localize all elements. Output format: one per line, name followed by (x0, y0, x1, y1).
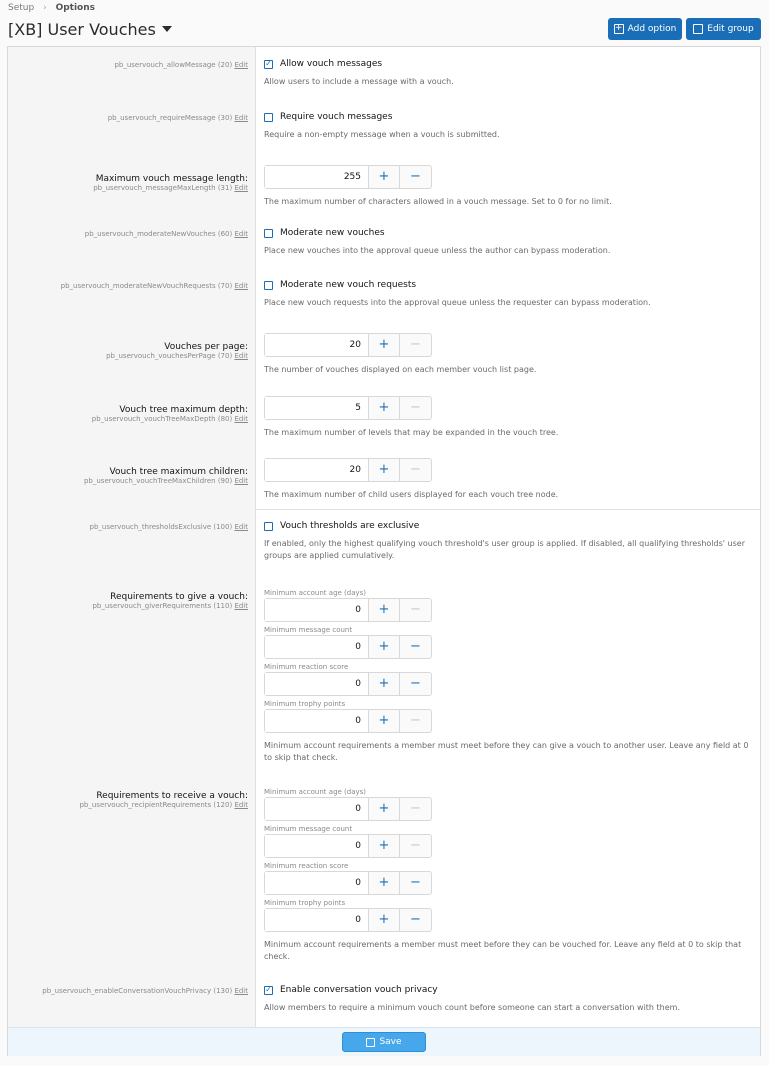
checkbox-icon[interactable] (264, 229, 273, 238)
option-key (90, 523, 248, 531)
option-title: Maximum vouch message length: (95, 174, 248, 184)
option-value (264, 228, 754, 257)
divider (256, 509, 761, 510)
plus-icon[interactable]: + (369, 798, 400, 820)
option-title: Requirements to receive a vouch: (96, 791, 248, 801)
option-label (106, 342, 248, 360)
plus-icon[interactable]: + (369, 710, 400, 732)
field-sublabel: Minimum trophy points (264, 700, 346, 708)
option-key (92, 602, 248, 610)
edit-link[interactable]: Edit (234, 282, 248, 290)
option-value (264, 985, 754, 1014)
add-option-button[interactable] (608, 18, 682, 40)
breadcrumb-item-setup[interactable]: Setup (8, 3, 35, 13)
checkbox-row[interactable] (264, 228, 754, 238)
number-stepper (264, 165, 432, 189)
edit-link[interactable]: Edit (234, 352, 248, 360)
checkbox-row[interactable] (264, 280, 754, 290)
checkbox-checked-icon[interactable]: ✓ (265, 59, 272, 68)
option-label (108, 114, 248, 122)
save-button[interactable] (342, 1032, 426, 1052)
number-input[interactable]: 0 (265, 909, 369, 931)
option-label (61, 282, 248, 290)
option-key (114, 61, 248, 69)
edit-link[interactable]: Edit (234, 477, 248, 485)
edit-icon (693, 24, 703, 34)
number-input[interactable]: 20 (265, 334, 369, 356)
option-description: If enabled, only the highest qualifying vouch threshold's user group is applied. If disabled, all qualifying thresholds' user groups are applied cumulatively. (264, 539, 745, 560)
option-key-text: pb_uservouch_messageMaxLength (31) (93, 184, 233, 192)
option-value (264, 396, 754, 439)
option-value (264, 165, 754, 208)
number-stepper (264, 635, 432, 659)
page-title[interactable] (8, 20, 172, 39)
option-description: Place new vouch requests into the approval queue unless the requester can bypass moderation. (264, 298, 651, 307)
option-value (264, 59, 754, 88)
field-sublabel: Minimum account age (days) (264, 589, 367, 597)
number-input[interactable]: 5 (265, 397, 369, 419)
option-title: Vouch tree maximum children: (109, 467, 248, 477)
option-label (92, 405, 248, 423)
edit-link[interactable]: Edit (234, 801, 248, 809)
plus-icon[interactable]: + (369, 397, 400, 419)
minus-icon[interactable]: − (410, 169, 421, 184)
breadcrumb (8, 3, 95, 13)
plus-icon[interactable]: + (369, 334, 400, 356)
edit-link[interactable]: Edit (234, 230, 248, 238)
option-value (264, 280, 754, 309)
edit-group-label: Edit group (707, 24, 754, 34)
number-input[interactable]: 20 (265, 459, 369, 481)
checkbox-label: Moderate new vouch requests (280, 280, 417, 290)
option-description: Minimum account requirements a member must meet before they can give a vouch to another user. Leave any field at 0 to skip that check. (264, 741, 749, 762)
option-key-text: pb_uservouch_enableConversationVouchPrivacy (130) (42, 987, 233, 995)
minus-icon[interactable]: − (410, 875, 421, 890)
checkbox-row[interactable] (264, 112, 754, 122)
checkbox-icon[interactable] (264, 113, 273, 122)
form-footer (8, 1027, 760, 1056)
checkbox-label: Require vouch messages (280, 112, 393, 122)
option-key (79, 801, 248, 809)
option-description: Require a non-empty message when a vouch is submitted. (264, 130, 500, 139)
edit-link[interactable]: Edit (234, 523, 248, 531)
edit-link[interactable]: Edit (234, 602, 248, 610)
chevron-right-icon: › (43, 3, 47, 13)
number-stepper (264, 333, 432, 357)
plus-icon[interactable]: + (369, 459, 400, 481)
number-stepper (264, 458, 432, 482)
option-key-text: pb_uservouch_moderateNewVouchRequests (70) (60, 282, 233, 290)
option-key-text: pb_uservouch_allowMessage (20) (114, 61, 233, 69)
option-key-text: pb_uservouch_recipientRequirements (120) (79, 801, 233, 809)
edit-link[interactable]: Edit (234, 415, 248, 423)
plus-icon[interactable]: + (369, 872, 400, 894)
option-key-text: pb_uservouch_vouchTreeMaxDepth (80) (91, 415, 233, 423)
number-input[interactable]: 0 (265, 710, 369, 732)
checkbox-row[interactable] (264, 59, 754, 69)
option-label (92, 592, 248, 610)
number-stepper (264, 672, 432, 696)
minus-icon[interactable]: − (410, 602, 421, 617)
page-title-text: [XB] User Vouches (8, 20, 156, 39)
option-description: Allow members to require a minimum vouch count before someone can start a conversation with them. (264, 1003, 680, 1012)
option-key (92, 415, 248, 423)
plus-icon[interactable]: + (369, 636, 400, 658)
option-key (85, 230, 248, 238)
number-input[interactable]: 0 (265, 673, 369, 695)
minus-icon[interactable]: − (410, 713, 421, 728)
option-value (264, 333, 754, 376)
minus-icon[interactable]: − (410, 462, 421, 477)
option-description: The number of vouches displayed on each member vouch list page. (264, 365, 537, 374)
minus-icon[interactable]: − (410, 912, 421, 927)
option-label (90, 523, 248, 531)
field-sublabel: Minimum message count (264, 626, 353, 634)
minus-icon[interactable]: − (410, 801, 421, 816)
option-label (42, 987, 248, 995)
save-icon (366, 1038, 375, 1047)
option-title: Vouch tree maximum depth: (119, 405, 248, 415)
edit-link[interactable]: Edit (234, 987, 248, 995)
field-sublabel: Minimum account age (days) (264, 788, 367, 796)
minus-icon[interactable]: − (410, 639, 421, 654)
checkbox-icon[interactable] (264, 281, 273, 290)
field-sublabel: Minimum reaction score (264, 663, 349, 671)
option-value (264, 521, 754, 562)
option-key-text: pb_uservouch_requireMessage (30) (107, 114, 233, 122)
option-key-text: pb_uservouch_giverRequirements (110) (92, 602, 233, 610)
option-title: Requirements to give a vouch: (110, 592, 248, 602)
option-label (93, 174, 248, 192)
field-sublabel: Minimum reaction score (264, 862, 349, 870)
field-sublabel: Minimum message count (264, 825, 353, 833)
option-value (264, 112, 754, 141)
minus-icon[interactable]: − (410, 838, 421, 853)
checkbox-row[interactable] (264, 521, 754, 531)
plus-icon[interactable]: + (369, 599, 400, 621)
option-key-text: pb_uservouch_vouchTreeMaxChildren (90) (83, 477, 233, 485)
checkbox-icon[interactable] (264, 522, 273, 531)
save-label: Save (379, 1037, 402, 1047)
number-input[interactable]: 0 (265, 798, 369, 820)
option-description: The maximum number of levels that may be expanded in the vouch tree. (264, 428, 559, 437)
number-input[interactable]: 0 (265, 835, 369, 857)
option-value (264, 787, 754, 963)
number-stepper (264, 871, 432, 895)
option-key (84, 477, 248, 485)
checkbox-label: Vouch thresholds are exclusive (280, 521, 420, 531)
edit-link[interactable]: Edit (234, 184, 248, 192)
plus-square-icon: + (614, 23, 623, 33)
number-input[interactable]: 0 (265, 636, 369, 658)
plus-icon[interactable]: + (369, 835, 400, 857)
number-input[interactable]: 0 (265, 599, 369, 621)
option-value (264, 588, 754, 764)
option-label (114, 61, 248, 69)
edit-link[interactable]: Edit (234, 61, 248, 69)
option-value (264, 458, 754, 501)
option-description: Allow users to include a message with a vouch. (264, 77, 454, 86)
option-key-text: pb_uservouch_thresholdsExclusive (100) (89, 523, 233, 531)
option-key (61, 282, 248, 290)
option-key (42, 987, 248, 995)
option-description: Minimum account requirements a member must meet before they can be vouched for. Leave any field at 0 to skip that check. (264, 940, 742, 961)
edit-group-button[interactable] (686, 18, 761, 40)
checkbox-label: Enable conversation vouch privacy (280, 985, 438, 995)
options-form (7, 46, 761, 1056)
add-option-label: Add option (627, 24, 677, 34)
checkbox-row[interactable] (264, 985, 754, 995)
caret-down-icon[interactable] (162, 26, 172, 32)
number-stepper (264, 797, 432, 821)
plus-icon[interactable]: + (369, 166, 400, 188)
label-column (8, 47, 256, 1027)
number-stepper (264, 598, 432, 622)
number-stepper (264, 834, 432, 858)
minus-icon[interactable]: − (410, 676, 421, 691)
plus-icon[interactable]: + (369, 909, 400, 931)
minus-icon[interactable]: − (410, 400, 421, 415)
plus-icon[interactable]: + (369, 673, 400, 695)
checkbox-checked-icon[interactable]: ✓ (265, 985, 272, 994)
option-key (106, 352, 248, 360)
option-label (79, 791, 248, 809)
option-title: Vouches per page: (164, 342, 248, 352)
option-label (85, 230, 248, 238)
field-sublabel: Minimum trophy points (264, 899, 346, 907)
edit-link[interactable]: Edit (234, 114, 248, 122)
option-key (93, 184, 248, 192)
number-input[interactable]: 0 (265, 872, 369, 894)
number-input[interactable]: 255 (265, 166, 369, 188)
minus-icon[interactable]: − (410, 337, 421, 352)
option-description: The maximum number of characters allowed in a vouch message. Set to 0 for no limit. (264, 197, 612, 206)
checkbox-label: Allow vouch messages (280, 59, 383, 69)
option-description: Place new vouches into the approval queue unless the author can bypass moderation. (264, 246, 611, 255)
option-label (84, 467, 248, 485)
number-stepper (264, 396, 432, 420)
number-stepper (264, 908, 432, 932)
option-key-text: pb_uservouch_moderateNewVouches (60) (84, 230, 233, 238)
option-description: The maximum number of child users displayed for each vouch tree node. (264, 490, 559, 499)
checkbox-label: Moderate new vouches (280, 228, 385, 238)
number-stepper (264, 709, 432, 733)
option-key-text: pb_uservouch_vouchesPerPage (70) (106, 352, 233, 360)
breadcrumb-item-options[interactable]: Options (55, 3, 95, 13)
option-key (108, 114, 248, 122)
